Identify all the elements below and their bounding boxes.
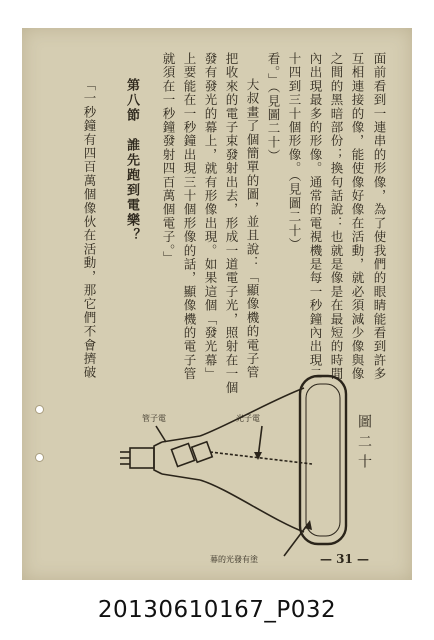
text-column-4: 內出現最多的形像。通常的電視機是每一秒鐘內出現二: [308, 52, 323, 381]
text-column-3: 之間的黑暗部份；換句話說：也就是像是在最短的時間: [329, 52, 344, 381]
text-column-5: 十四到三十個形像。（見圖二十）: [287, 52, 302, 252]
text-column-6: 看。」（見圖二十）: [266, 52, 281, 163]
electron-gun-label: 管子電: [142, 414, 166, 423]
text-column-8: 把收來的電子束發射出去，形成一道電子光，照射在一個: [224, 52, 239, 395]
crt-diagram: [22, 28, 412, 580]
text-column-10: 上要能在一秒鐘出現三十個形像的話，顯像機的電子管: [182, 52, 197, 381]
section-heading: 第八節 誰先跑到電樂？: [124, 78, 139, 243]
text-column-2: 互相連接的像，能使像好像在活動，就必須減少像與像: [350, 52, 365, 381]
text-column-7: 大叔畫了個簡單的圖，並且說：「顯像機的電子管: [245, 78, 260, 380]
text-column-11: 就須在一秒鐘發射四百萬個電子。」: [161, 52, 176, 265]
document-page: [22, 28, 412, 580]
text-column-9: 發有發光的幕上，就有形像出現。如果這個「發光幕」: [203, 52, 218, 381]
electron-beam-label: 光子電: [236, 414, 260, 423]
phosphor-screen-label: 幕的光發有塗: [210, 555, 258, 564]
image-caption: 20130610167_P032: [97, 597, 337, 623]
figure-label: 圖二十: [356, 414, 372, 474]
text-column-1: 面前看到一連串的形像，為了使我們的眼睛能看到許多: [372, 52, 387, 381]
page-number: — 31 —: [320, 552, 370, 566]
text-column-13: 「一秒鐘有四百萬個像伙在活動，那它們不會擠破: [82, 78, 97, 380]
